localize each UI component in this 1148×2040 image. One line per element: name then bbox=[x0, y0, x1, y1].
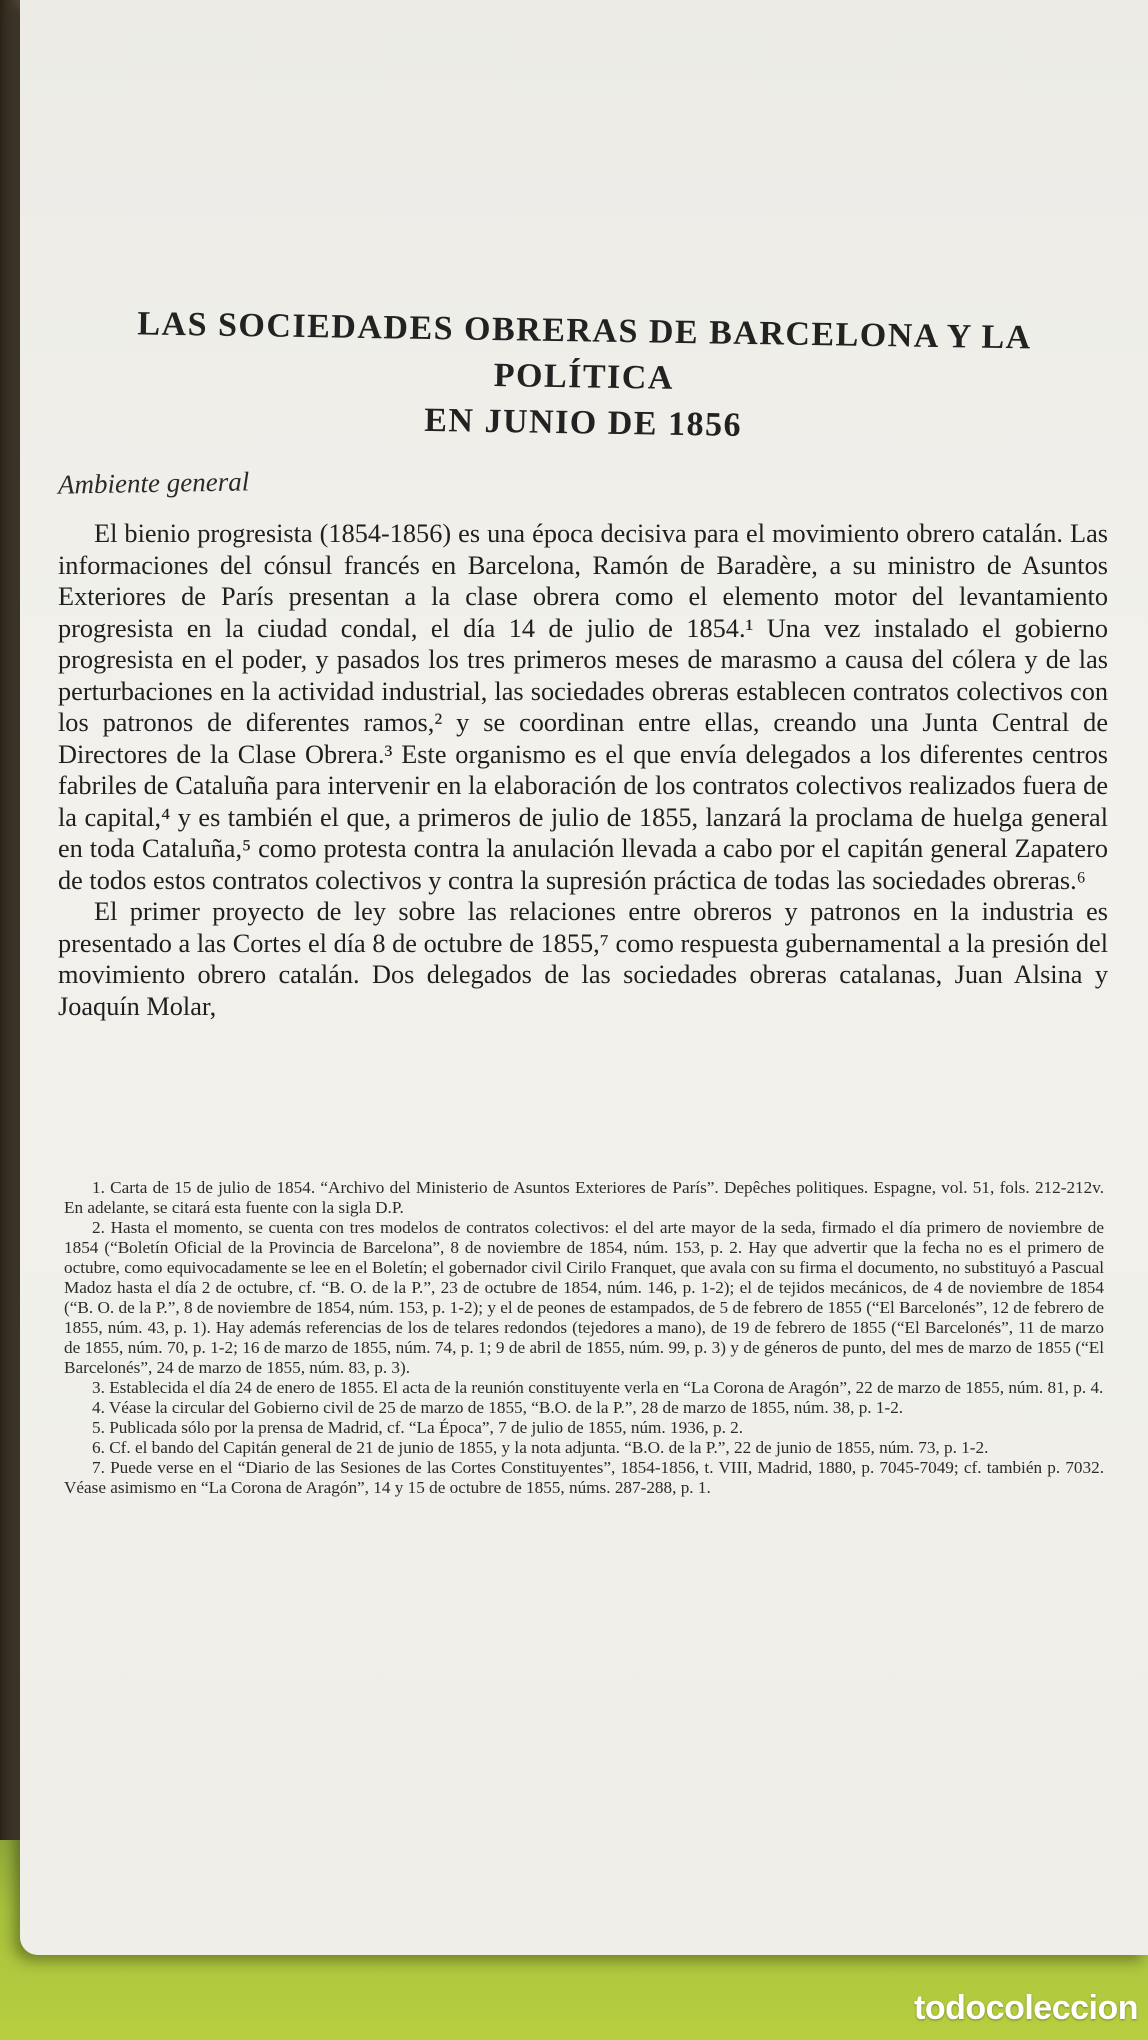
body-text bbox=[58, 518, 1108, 1022]
footnote-2: 2. Hasta el momento, se cuenta con tres modelos de contratos colectivos: el del arte mayor de la seda, firmado el día primero de noviembre de 1854 (“Boletín Oficial de la Provincia de Barcelona”, 8 de noviembre de 1854, núm. 153, p. 2. Hay que advertir que la fecha no es el primero de octubre, como equivocadamente se lee en el Boletín; el gobernador civil Cirilo Franquet, que avala con su firma el documento, no substituyó a Pascual Madoz hasta el día 2 de octubre, cf. “B. O. de la P.”, 23 de octubre de 1854, núm. 146, p. 1-2); el de tejidos mecánicos, de 4 de noviembre de 1854 (“B. O. de la P.”, 8 de noviembre de 1854, núm. 153, p. 1-2); y el de peones de estampados, de 5 de febrero de 1855 (“El Barcelonés”, 12 de febrero de 1855, núm. 43, p. 1). Hay además referencias de los de telares redondos (tejedores a mano), de 19 de febrero de 1855 (“El Barcelonés”, 11 de marzo de 1855, núm. 70, p. 1-2; 16 de marzo de 1855, núm. 74, p. 1; 9 de abril de 1855, núm. 99, p. 3) y de géneros de punto, del mes de marzo de 1855 (“El Barcelonés”, 24 de marzo de 1855, núm. 83, p. 3). bbox=[64, 1218, 1104, 1377]
footnote-1: 1. Carta de 15 de julio de 1854. “Archivo del Ministerio de Asuntos Exteriores de París”. Depêches politiques. Espagne, vol. 51, fols. 212-212v. En adelante, se citará esta fuente con la sigla D.P. bbox=[64, 1178, 1104, 1217]
footnote-5: 5. Publicada sólo por la prensa de Madrid, cf. “La Época”, 7 de julio de 1855, núm. 1936, p. 2. bbox=[92, 1418, 744, 1437]
section-heading: Ambiente general bbox=[57, 466, 250, 500]
paragraph-2: El primer proyecto de ley sobre las relaciones entre obreros y patronos en la industria es presentado a las Cortes el día 8 de octubre de 1855,⁷ como respuesta gubernamental a la presión del movimiento obrero catalán. Dos delegados de las sociedades obreras catalanas, Juan Alsina y Joaquín Molar, bbox=[58, 897, 1108, 1021]
chapter-title-line-2: EN JUNIO DE 1856 bbox=[423, 401, 743, 444]
footnote-3: 3. Establecida el día 24 de enero de 1855. El acta de la reunión constituyente verla en “La Corona de Aragón”, 22 de marzo de 1855, núm. 81, p. 4. bbox=[92, 1378, 1104, 1397]
footnote-6: 6. Cf. el bando del Capitán general de 21 de junio de 1855, y la nota adjunta. “B.O. de la P.”, 22 de junio de 1855, núm. 73, p. 1-2. bbox=[92, 1438, 989, 1457]
chapter-title bbox=[48, 300, 1120, 455]
watermark-logo: todocoleccion bbox=[914, 1989, 1138, 2027]
footnote-7: 7. Puede verse en el “Diario de las Sesiones de las Cortes Constituyentes”, 1854-1856, t. VIII, Madrid, 1880, p. 7045-7049; cf. también p. 7032. Véase asimismo en “La Corona de Aragón”, 14 y 15 de octubre de 1855, núms. 287-288, p. 1. bbox=[64, 1458, 1104, 1497]
footnote-4: 4. Véase la circular del Gobierno civil de 25 de marzo de 1855, “B.O. de la P.”, 28 de marzo de 1855, núm. 38, p. 1-2. bbox=[92, 1398, 904, 1417]
footnotes bbox=[64, 1178, 1104, 1498]
chapter-title-line-1: LAS SOCIEDADES OBRERAS DE BARCELONA Y LA POLÍTICA bbox=[137, 305, 1033, 397]
paragraph-1: El bienio progresista (1854-1856) es una época decisiva para el movimiento obrero catalán. Las informaciones del cónsul francés en Barcelona, Ramón de Baradère, a su ministro de Asuntos Exteriores de París presentan a la clase obrera como el elemento motor del levantamiento progresista en la ciudad condal, el día 14 de julio de 1854.¹ Una vez instalado el gobierno progresista en el poder, y pasados los tres primeros meses de marasmo a causa del cólera y de las perturbaciones en la actividad industrial, las sociedades obreras establecen contratos colectivos con los patronos de diferentes ramos,² y se coordinan entre ellas, creando una Junta Central de Directores de la Clase Obrera.³ Este organismo es el que envía delegados a los diferentes centros fabriles de Cataluña para intervenir en la elaboración de los contratos colectivos realizados fuera de la capital,⁴ y es también el que, a primeros de julio de 1855, lanzará la proclama de huelga general en toda Cataluña,⁵ como protesta contra la anulación llevada a cabo por el capitán general Zapatero de todos estos contratos colectivos y contra la supresión práctica de todas las sociedades obreras.⁶ bbox=[58, 519, 1108, 895]
